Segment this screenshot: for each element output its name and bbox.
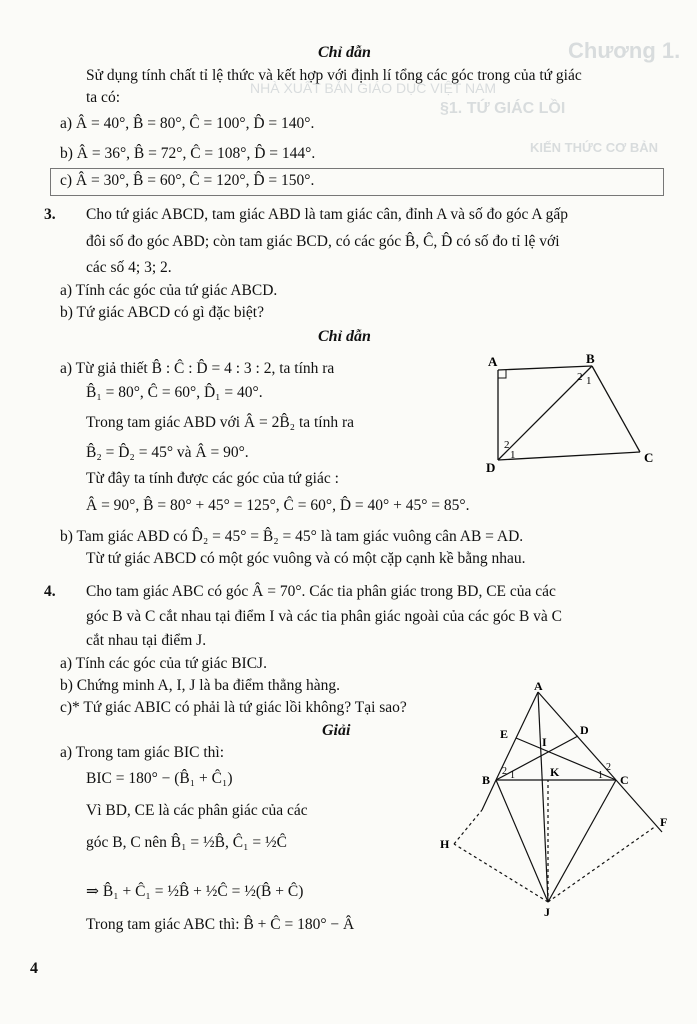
angle-D1: 1 <box>510 449 516 461</box>
ghost-chapter: Chương 1. <box>568 38 681 63</box>
label-C: C <box>620 773 629 787</box>
exercise-4-line3: cắt nhau tại điểm J. <box>86 632 207 649</box>
label-D: D <box>486 460 496 475</box>
solution-step4: góc B, C nên B̂₁ = ½B̂, Ĉ₁ = ½Ĉ <box>86 834 287 851</box>
label-A: A <box>488 354 498 369</box>
hint-title: Chỉ dẫn <box>318 44 371 61</box>
angle-B1: 1 <box>586 375 592 387</box>
exercise-3-question-a: a) Tính các góc của tứ giác ABCD. <box>60 282 278 299</box>
exercise-3-line1: Cho tứ giác ABCD, tam giác ABD là tam giác cân, đỉnh A và số đo góc A gấp <box>86 206 568 223</box>
exercise-3-step5: Từ đây ta tính được các góc của tứ giác : <box>86 470 339 487</box>
label-C: C <box>644 450 654 465</box>
label-A: A <box>534 680 543 693</box>
solution-step3: Vì BD, CE là các phân giác của các <box>86 802 308 819</box>
solution-title: Giải <box>322 722 351 739</box>
exercise-3-step7: b) Tam giác ABD có D̂₂ = 45° = B̂₂ = 45° là tam giác vuông cân AB = AD. <box>60 528 524 545</box>
ghost-line2: §1. TỨ GIÁC LỒI <box>440 100 566 117</box>
exercise-3-number: 3. <box>44 206 56 223</box>
angle-C2: 2 <box>606 762 611 773</box>
label-H: H <box>440 837 450 851</box>
ghost-line3: KIẾN THỨC CƠ BẢN <box>530 140 659 155</box>
exercise-4-line1: Cho tam giác ABC có góc Â = 70°. Các tia phân giác trong BD, CE của các <box>86 583 556 600</box>
solution-step5: ⇒ B̂₁ + Ĉ₁ = ½B̂ + ½Ĉ = ½(B̂ + Ĉ) <box>86 883 304 900</box>
label-B: B <box>586 352 595 366</box>
angle-D2: 2 <box>504 439 510 451</box>
exercise-3-line3: các số 4; 3; 2. <box>86 259 172 276</box>
exercise-3-hint-title: Chỉ dẫn <box>318 328 371 345</box>
ghost-line1: NHÀ XUẤT BẢN GIÁO DỤC VIỆT NAM <box>250 80 497 96</box>
hint-answer-a: a) Â = 40°, B̂ = 80°, Ĉ = 100°, D̂ = 140°. <box>60 115 315 132</box>
label-F: F <box>660 815 668 829</box>
hint-intro-line2: ta có: <box>86 89 120 106</box>
exercise-4-number: 4. <box>44 583 56 600</box>
hint-intro-line1: Sử dụng tính chất tỉ lệ thức và kết hợp với định lí tổng các góc trong của tứ giác <box>86 67 582 84</box>
hint-answer-b: b) Â = 36°, B̂ = 72°, Ĉ = 108°, D̂ = 144°. <box>60 145 316 162</box>
label-K: K <box>550 765 560 779</box>
solution-step1: a) Trong tam giác BIC thì: <box>60 744 225 761</box>
triangle-figure <box>430 680 692 920</box>
exercise-4-question-a: a) Tính các góc của tứ giác BICJ. <box>60 655 267 672</box>
angle-B1: 1 <box>510 770 515 781</box>
exercise-3-step2: B̂₁ = 80°, Ĉ = 60°, D̂₁ = 40°. <box>86 384 263 401</box>
solution-step2: BIC = 180° − (B̂₁ + Ĉ₁) <box>86 770 233 787</box>
label-D: D <box>580 723 589 737</box>
exercise-3-step8: Từ tứ giác ABCD có một góc vuông và có một cặp cạnh kề bằng nhau. <box>86 550 526 567</box>
angle-C1: 1 <box>598 770 603 781</box>
quadrilateral-figure <box>480 352 670 482</box>
label-B: B <box>482 773 491 787</box>
angle-B2: 2 <box>577 371 583 383</box>
exercise-3-question-b: b) Tứ giác ABCD có gì đặc biệt? <box>60 304 264 321</box>
page-number: 4 <box>30 960 38 977</box>
exercise-3-step1: a) Từ giả thiết B̂ : Ĉ : D̂ = 4 : 3 : 2, ta tính ra <box>60 360 335 377</box>
exercise-4-question-b: b) Chứng minh A, I, J là ba điểm thẳng hàng. <box>60 677 341 694</box>
exercise-3-line2: đôi số đo góc ABD; còn tam giác BCD, có các góc B̂, Ĉ, D̂ có số đo tỉ lệ với <box>86 233 560 250</box>
label-I: I <box>542 735 547 749</box>
exercise-3-step4: B̂₂ = D̂₂ = 45° và Â = 90°. <box>86 444 249 461</box>
label-J: J <box>544 905 550 919</box>
label-E: E <box>500 727 509 741</box>
exercise-3-step6: Â = 90°, B̂ = 80° + 45° = 125°, Ĉ = 60°, D̂ = 40° + 45° = 85°. <box>86 497 470 514</box>
hint-answer-c: c) Â = 30°, B̂ = 60°, Ĉ = 120°, D̂ = 150°. <box>60 172 315 189</box>
angle-B2: 2 <box>502 766 507 777</box>
solution-step6: Trong tam giác ABC thì: B̂ + Ĉ = 180° − Â <box>86 916 355 933</box>
exercise-3-step3: Trong tam giác ABD với Â = 2B̂₂ ta tính ra <box>86 414 355 431</box>
exercise-4-line2: góc B và C cắt nhau tại điểm I và các tia phân giác ngoài của các góc B và C <box>86 608 563 625</box>
exercise-4-question-c: c)* Tứ giác ABIC có phải là tứ giác lồi không? Tại sao? <box>60 699 407 716</box>
